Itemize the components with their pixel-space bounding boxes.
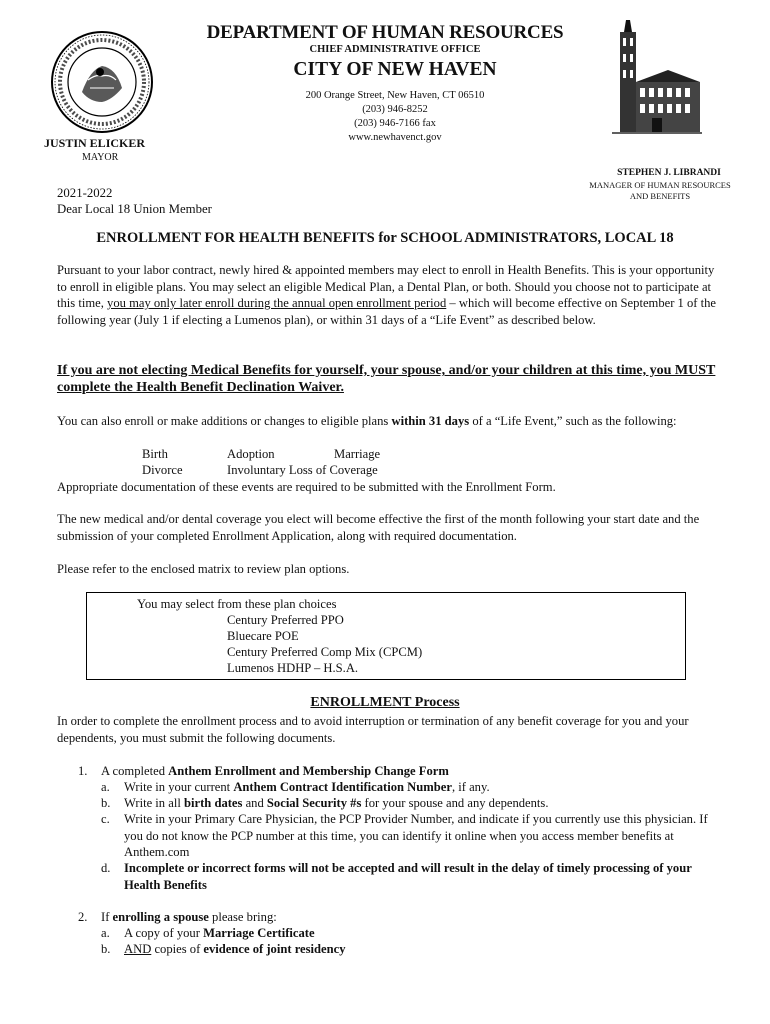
sub-text: copies of	[151, 942, 204, 956]
item1-text: A completed	[101, 764, 169, 778]
phone-number: (203) 946-8252	[362, 104, 428, 115]
plan-year: 2021-2022	[57, 186, 113, 200]
document-heading: ENROLLMENT FOR HEALTH BENEFITS for SCHOOL ADMINISTRATORS, LOCAL 18	[96, 230, 674, 246]
sub-underline: AND	[124, 942, 152, 956]
sub-bold: evidence of joint residency	[203, 942, 346, 956]
sub-bold: birth dates	[184, 796, 243, 810]
sub-text: A copy of your	[124, 926, 204, 940]
sub-text: for your spouse and any dependents.	[361, 796, 549, 810]
list-item-spouse	[101, 909, 277, 926]
salutation: Dear Local 18 Union Member	[57, 202, 212, 216]
intro-underlined-text: you may only later enroll during the annual open enrollment period	[107, 296, 447, 310]
intro-text-2: – which will become effective on September 1 of the following year (July 1 if electing a Lumenos plan), or within 31 days of a “Life Event” as described below.	[57, 296, 717, 327]
sub-bold: Marriage Certificate	[203, 926, 315, 940]
item1-bold: Anthem Enrollment and Membership Change Form	[168, 764, 449, 778]
life-event-text-2: of a “Life Event,” such as the following:	[469, 414, 677, 428]
sub-letter: c.	[101, 812, 110, 826]
street-address: 200 Orange Street, New Haven, CT 06510	[305, 90, 485, 101]
fax-number: (203) 946-7166 fax	[354, 118, 436, 129]
list-item-anthem-form	[101, 763, 449, 780]
city-title: CITY OF NEW HAVEN	[293, 59, 497, 80]
department-title: DEPARTMENT OF HUMAN RESOURCES	[206, 22, 564, 43]
sub-bold: Social Security #s	[266, 796, 362, 810]
life-event-paragraph	[57, 413, 717, 430]
sub-letter: b.	[101, 942, 111, 956]
intro-paragraph	[57, 262, 717, 328]
item2-bold: enrolling a spouse	[112, 910, 209, 924]
declination-warning: If you are not electing Medical Benefits for yourself, your spouse, and/or your children at this time, you MUST complete the Health Benefit Declination Waiver.	[57, 363, 716, 395]
mayor-title: MAYOR	[82, 152, 119, 163]
event-divorce: Divorce	[142, 463, 183, 477]
sub-letter: a.	[101, 926, 110, 940]
sub-text: Write in your current	[124, 780, 234, 794]
plan-choices-box	[86, 592, 686, 680]
life-event-text-1: You can also enroll or make additions or changes to eligible plans	[57, 414, 392, 428]
sub-bold: Anthem Contract Identification Number	[233, 780, 452, 794]
sub-text: and	[242, 796, 267, 810]
item2-text: please bring:	[208, 910, 277, 924]
manager-title	[580, 180, 740, 202]
plan-item: Century Preferred PPO	[227, 613, 344, 627]
event-marriage: Marriage	[334, 447, 381, 461]
plan-item: Century Preferred Comp Mix (CPCM)	[227, 645, 423, 659]
enrollment-intro: In order to complete the enrollment process and to avoid interruption or termination of any benefit coverage for you and your dependents, you must submit the following documents.	[57, 714, 689, 745]
sub-text: , if any.	[451, 780, 490, 794]
event-loss-of-coverage: Involuntary Loss of Coverage	[227, 463, 378, 477]
plan-choices-intro: You may select from these plan choices	[137, 597, 337, 611]
sub-item-incomplete-forms: Incomplete or incorrect forms will not be accepted and will result in the delay of timely processing of your Health Benefits	[124, 861, 692, 892]
manager-title-line2: AND BENEFITS	[629, 191, 691, 201]
plan-item: Bluecare POE	[227, 629, 299, 643]
plan-item: Lumenos HDHP – H.S.A.	[227, 661, 359, 675]
event-birth: Birth	[142, 447, 168, 461]
sub-item-joint-residency	[124, 941, 714, 958]
intro-text-1: Pursuant to your labor contract, newly hired & appointed members may elect to enroll in Health Benefits. This is your opportunity to enroll in eligible plans. You may select an eligible Medical Plan, a Dental Plan, or both. Should you choose not to participate at this time,	[57, 263, 715, 310]
mayor-name: JUSTIN ELICKER	[44, 136, 146, 150]
list-number: 1.	[78, 764, 88, 778]
sub-letter: b.	[101, 796, 111, 810]
sub-item-contract-id	[124, 779, 714, 796]
effective-date-paragraph: The new medical and/or dental coverage you elect will become effective the first of the month following your start date and the submission of your completed Enrollment Application, along with required documentation.	[57, 512, 700, 543]
sub-item-marriage-certificate	[124, 925, 714, 942]
office-title: CHIEF ADMINISTRATIVE OFFICE	[309, 44, 481, 55]
sub-item-pcp: Write in your Primary Care Physician, the PCP Provider Number, and indicate if you currently use this physician. If you do not know the PCP number at this time, you can identify it online when you access member benefits at Anthem.com	[124, 812, 708, 859]
website: www.newhavenct.gov	[348, 132, 442, 143]
life-event-bold: within 31 days	[391, 414, 470, 428]
enrollment-process-heading: ENROLLMENT Process	[310, 695, 460, 710]
item2-text: If	[101, 910, 113, 924]
manager-title-line1: MANAGER OF HUMAN RESOURCES	[589, 180, 731, 190]
sub-letter: d.	[101, 861, 111, 875]
city-seal-logo	[50, 30, 154, 134]
manager-name: STEPHEN J. LIBRANDI	[617, 168, 721, 178]
matrix-note: Please refer to the enclosed matrix to review plan options.	[57, 562, 350, 576]
event-adoption: Adoption	[227, 447, 275, 461]
sub-letter: a.	[101, 780, 110, 794]
list-number: 2.	[78, 910, 88, 924]
documentation-note: Appropriate documentation of these events are required to be submitted with the Enrollment Form.	[57, 480, 556, 494]
sub-item-birth-dates	[124, 795, 714, 812]
sub-text: Write in all	[124, 796, 184, 810]
